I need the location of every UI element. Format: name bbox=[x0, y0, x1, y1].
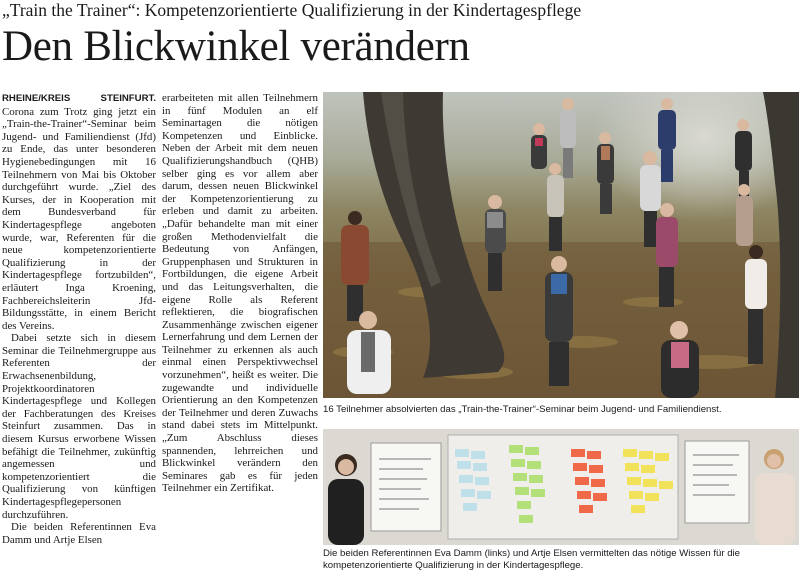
group-photo-illustration bbox=[323, 92, 799, 398]
group-photo-caption: 16 Teilnehmer absolvierten das „Train-the-Trainer“-Seminar beim Jugend- und Familiendienst. bbox=[323, 404, 722, 415]
article-dateline: RHEINE/KREIS STEINFURT. bbox=[2, 93, 156, 104]
article-column-1 bbox=[2, 92, 156, 546]
paragraph-text: Corona zum Trotz ging jetzt ein „Train-the-Trainer“-Seminar beim Jugend- und Familiendienst (Jfd) zu Ende, das unter besonderen Hygienebedingungen mit 16 Teilnehmern von Mai bis Oktober durchgeführt wurde. „Ziel des Kurses, der in Kooperation mit dem Bundesverband für Kindertagespflege angeboten wurde, war, Referenten für die neue kompetenzorientierte Qualifizierung in der Kindertagespflege fortzubilden“, erläutert Inga Kroening, Fachbereichsleiterin Jfd-Bildungsstätte, in einem Bericht des Vereins. bbox=[2, 105, 156, 332]
article-paragraph: Dabei setzte sich in diesem Seminar die Teilnehmergruppe aus Referenten der Erwachsenenbildung, Projektkoordinatoren Kindertagespflege und Kollegen der Fachberatungen des Kreises Steinfurt zusammen. Das in diesem Kursus erworbene Wissen befähigt die Teilnehmer, zukünftig angemessen und kompetenzorientiert die Qualifizierung von künftigen Kindertagespflegepersonen durchzuführen. bbox=[2, 332, 156, 521]
article-paragraph bbox=[2, 92, 156, 332]
article-paragraph: Die beiden Referentinnen Eva Damm und Artje Elsen bbox=[2, 521, 156, 546]
trainers-photo-illustration bbox=[323, 429, 799, 545]
article-kicker: „Train the Trainer“: Kompetenzorientierte Qualifizierung in der Kindertagespflege bbox=[2, 0, 582, 20]
article-paragraph: erarbeiteten mit allen Teilnehmern in fünf Modulen an elf Seminartagen die nötigen Kompetenzen und Einblicke. Neben der Arbeit mit dem neuen Qualifizierungshandbuch (QHB) selber ging es vor allem aber darum, dessen neuen Blickwinkel der Kompetenzorientierung zu erleben und damit zu arbeiten. „Dafür behandelte man mit einer großen Methodenvielfalt die Bedeutung von Anfängen, Gruppenphasen und Strukturen in Fortbildungen, die eigene Arbeit und das Leitungsverhalten, die eigene Rolle als Referent reflektieren, die biografischen Zusammenhänge zwischen eigener Lernerfahrung und dem Lernen der Teilnehmer zu erkennen als auch einmal einen Perspektivwechsel vorzunehmen“, heißt es weiter. Die zugewandte und individuelle Orientierung an den Kompetenzen der Teilnehmer und deren Zuwachs stand dabei stets im Mittelpunkt. „Zum Abschluss dieses spannenden, lehrreichen und Blickwinkel verändern den Seminares gab es für jeden Teilnehmer ein Zertifikat. bbox=[162, 92, 318, 495]
trainers-photo bbox=[323, 429, 799, 545]
trainers-photo-caption: Die beiden Referentinnen Eva Damm (links) und Artje Elsen vermittelten das nötige Wissen für die kompetenzorientierte Qualifizierung in der Kindertagespflege. bbox=[323, 548, 740, 571]
article-column-2 bbox=[162, 92, 318, 495]
group-photo bbox=[323, 92, 799, 398]
article-headline: Den Blickwinkel verändern bbox=[2, 23, 470, 70]
